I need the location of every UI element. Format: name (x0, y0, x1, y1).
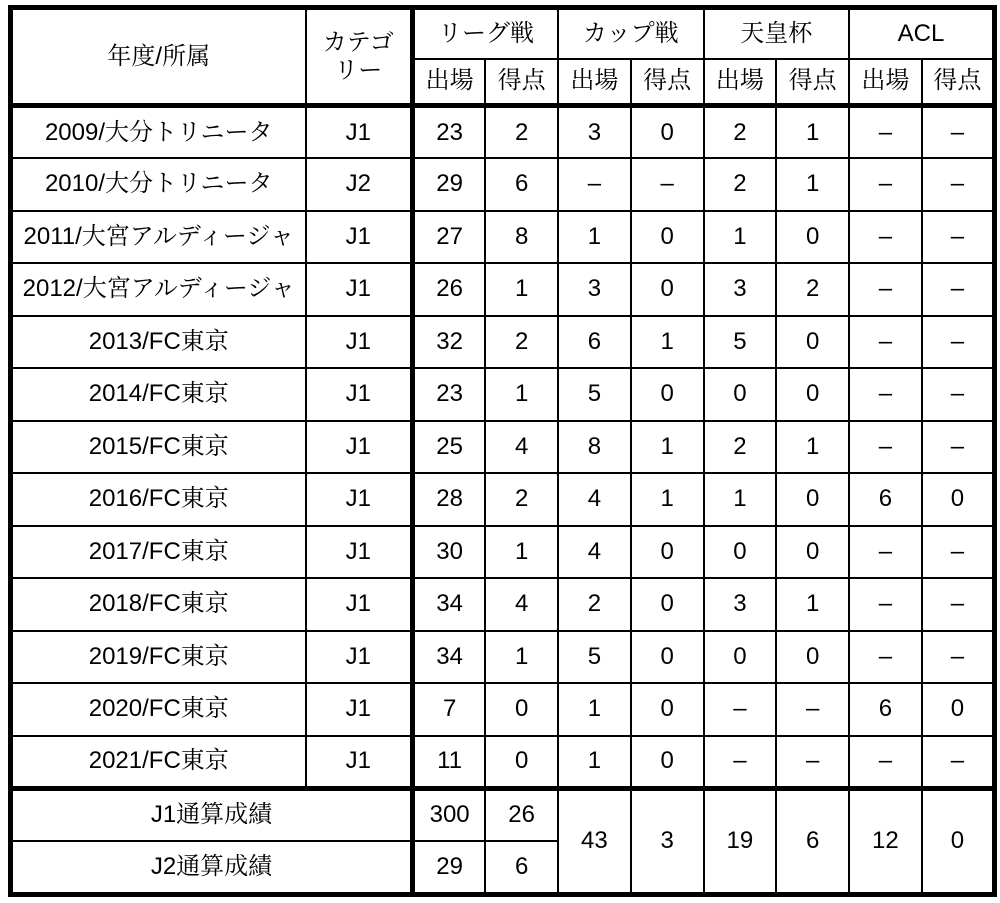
subheader-acl-apps: 出場 (849, 59, 922, 106)
stat-cell: 0 (776, 316, 849, 369)
season-row (11, 316, 995, 369)
stat-cell: 0 (776, 631, 849, 684)
stat-cell: – (922, 158, 995, 211)
stat-cell: 0 (631, 263, 704, 316)
header-group-cup: カップ戦 (558, 8, 704, 59)
season-row (11, 158, 995, 211)
year-club-cell: 2014/FC東京 (11, 368, 306, 421)
stat-cell: – (776, 683, 849, 736)
stat-cell: 2 (485, 106, 558, 159)
stat-cell: 0 (485, 736, 558, 789)
subheader-cup-goals: 得点 (631, 59, 704, 106)
subheader-league-apps: 出場 (413, 59, 486, 106)
stat-cell: 7 (413, 683, 486, 736)
stat-cell: 2 (776, 263, 849, 316)
stats-table (8, 5, 997, 897)
season-row (11, 683, 995, 736)
stat-cell: 0 (922, 473, 995, 526)
subheader-league-goals: 得点 (485, 59, 558, 106)
summary-j1-league-goals: 26 (485, 788, 558, 841)
stat-cell: 1 (631, 316, 704, 369)
stat-cell: 3 (558, 263, 631, 316)
header-group-row (11, 8, 995, 59)
year-club-cell: 2018/FC東京 (11, 578, 306, 631)
summary-j1-league-apps: 300 (413, 788, 486, 841)
table-body (11, 106, 995, 789)
stat-cell: 8 (558, 421, 631, 474)
category-cell: J1 (306, 263, 413, 316)
header-category-line1: カテゴ (322, 28, 394, 56)
table-summary (11, 788, 995, 894)
category-cell: J1 (306, 368, 413, 421)
year-club-cell: 2013/FC東京 (11, 316, 306, 369)
stat-cell: 5 (704, 316, 777, 369)
year-club-cell: 2015/FC東京 (11, 421, 306, 474)
summary-j2-league-apps: 29 (413, 841, 486, 894)
stat-cell: – (922, 316, 995, 369)
category-cell: J1 (306, 316, 413, 369)
header-group-league: リーグ戦 (413, 8, 559, 59)
stat-cell: 3 (704, 578, 777, 631)
stat-cell: – (922, 631, 995, 684)
stat-cell: 2 (704, 421, 777, 474)
season-row (11, 631, 995, 684)
stat-cell: 1 (776, 158, 849, 211)
stat-cell: 0 (631, 368, 704, 421)
stat-cell: 1 (631, 473, 704, 526)
stat-cell: 1 (485, 526, 558, 579)
stat-cell: 0 (631, 211, 704, 264)
category-cell: J1 (306, 736, 413, 789)
stat-cell: 0 (631, 526, 704, 579)
summary-emperors-cup-goals: 6 (776, 788, 849, 894)
stat-cell: – (922, 421, 995, 474)
stat-cell: 0 (776, 211, 849, 264)
year-club-cell: 2010/大分トリニータ (11, 158, 306, 211)
category-cell: J2 (306, 158, 413, 211)
category-cell: J1 (306, 211, 413, 264)
stat-cell: 6 (485, 158, 558, 211)
stat-cell: 0 (776, 526, 849, 579)
stat-cell: – (631, 158, 704, 211)
season-row (11, 211, 995, 264)
season-row (11, 421, 995, 474)
season-row (11, 526, 995, 579)
stat-cell: 5 (558, 368, 631, 421)
stat-cell: – (849, 211, 922, 264)
stat-cell: 4 (485, 421, 558, 474)
year-club-cell: 2011/大宮アルディージャ (11, 211, 306, 264)
season-row (11, 473, 995, 526)
stat-cell: – (922, 368, 995, 421)
stat-cell: – (922, 736, 995, 789)
stat-cell: 2 (704, 106, 777, 159)
stat-cell: 0 (704, 631, 777, 684)
stat-cell: 0 (776, 473, 849, 526)
stat-cell: 0 (922, 683, 995, 736)
stat-cell: – (558, 158, 631, 211)
category-cell: J1 (306, 683, 413, 736)
season-row (11, 368, 995, 421)
year-club-cell: 2012/大宮アルディージャ (11, 263, 306, 316)
stat-cell: 2 (485, 473, 558, 526)
stat-cell: – (776, 736, 849, 789)
stat-cell: – (922, 578, 995, 631)
stat-cell: 23 (413, 368, 486, 421)
stat-cell: 30 (413, 526, 486, 579)
year-club-cell: 2020/FC東京 (11, 683, 306, 736)
stat-cell: 1 (631, 421, 704, 474)
table-header (11, 8, 995, 106)
subheader-acl-goals: 得点 (922, 59, 995, 106)
category-cell: J1 (306, 421, 413, 474)
season-row (11, 263, 995, 316)
stat-cell: 5 (558, 631, 631, 684)
stat-cell: 8 (485, 211, 558, 264)
stat-cell: 1 (776, 578, 849, 631)
stat-cell: 34 (413, 578, 486, 631)
stat-cell: 1 (704, 211, 777, 264)
summary-acl-goals: 0 (922, 788, 995, 894)
season-row (11, 736, 995, 789)
stat-cell: 25 (413, 421, 486, 474)
stat-cell: 0 (631, 683, 704, 736)
stat-cell: – (849, 158, 922, 211)
stat-cell: 1 (485, 631, 558, 684)
stat-cell: 0 (631, 631, 704, 684)
year-club-cell: 2009/大分トリニータ (11, 106, 306, 159)
year-club-cell: 2017/FC東京 (11, 526, 306, 579)
stat-cell: 32 (413, 316, 486, 369)
stat-cell: – (849, 421, 922, 474)
stat-cell: 4 (558, 473, 631, 526)
stat-cell: 6 (558, 316, 631, 369)
stat-cell: 34 (413, 631, 486, 684)
stat-cell: 3 (558, 106, 631, 159)
season-row (11, 106, 995, 159)
season-row (11, 578, 995, 631)
stat-cell: 2 (485, 316, 558, 369)
stat-cell: – (849, 578, 922, 631)
stat-cell: 1 (558, 211, 631, 264)
header-category-line2: リー (334, 56, 383, 84)
summary-cup-goals: 3 (631, 788, 704, 894)
stat-cell: – (704, 736, 777, 789)
header-year-club: 年度/所属 (11, 8, 306, 106)
stat-cell: – (922, 263, 995, 316)
summary-j1-label: J1通算成績 (11, 788, 413, 841)
stat-cell: 26 (413, 263, 486, 316)
year-club-cell: 2016/FC東京 (11, 473, 306, 526)
stat-cell: 0 (631, 578, 704, 631)
stat-cell: 11 (413, 736, 486, 789)
stat-cell: 0 (776, 368, 849, 421)
stat-cell: 2 (704, 158, 777, 211)
summary-j2-label: J2通算成績 (11, 841, 413, 894)
stat-cell: – (849, 106, 922, 159)
stat-cell: 28 (413, 473, 486, 526)
stat-cell: 1 (558, 683, 631, 736)
stat-cell: – (849, 263, 922, 316)
stat-cell: 29 (413, 158, 486, 211)
stat-cell: – (922, 106, 995, 159)
stat-cell: 3 (704, 263, 777, 316)
stat-cell: 0 (631, 106, 704, 159)
header-group-acl: ACL (849, 8, 995, 59)
stat-cell: 4 (558, 526, 631, 579)
stat-cell: 4 (485, 578, 558, 631)
category-cell: J1 (306, 578, 413, 631)
category-cell: J1 (306, 526, 413, 579)
stat-cell: – (922, 526, 995, 579)
year-club-cell: 2019/FC東京 (11, 631, 306, 684)
stat-cell: 2 (558, 578, 631, 631)
category-cell: J1 (306, 473, 413, 526)
stat-cell: 1 (485, 263, 558, 316)
summary-acl-apps: 12 (849, 788, 922, 894)
stat-cell: 1 (776, 106, 849, 159)
stat-cell: 1 (558, 736, 631, 789)
stat-cell: 0 (704, 368, 777, 421)
stat-cell: – (849, 631, 922, 684)
stat-cell: 1 (485, 368, 558, 421)
summary-j2-league-goals: 6 (485, 841, 558, 894)
summary-emperors-cup-apps: 19 (704, 788, 777, 894)
stat-cell: – (849, 736, 922, 789)
summary-row-j1 (11, 788, 995, 841)
stat-cell: 0 (704, 526, 777, 579)
category-cell: J1 (306, 106, 413, 159)
subheader-emperors-cup-goals: 得点 (776, 59, 849, 106)
subheader-emperors-cup-apps: 出場 (704, 59, 777, 106)
stat-cell: 1 (776, 421, 849, 474)
stat-cell: 0 (631, 736, 704, 789)
stat-cell: – (704, 683, 777, 736)
stat-cell: 27 (413, 211, 486, 264)
stat-cell: 6 (849, 473, 922, 526)
subheader-cup-apps: 出場 (558, 59, 631, 106)
stat-cell: – (849, 316, 922, 369)
header-group-emperors-cup: 天皇杯 (704, 8, 850, 59)
stat-cell: 23 (413, 106, 486, 159)
stat-cell: – (849, 526, 922, 579)
category-cell: J1 (306, 631, 413, 684)
header-category (306, 8, 413, 106)
year-club-cell: 2021/FC東京 (11, 736, 306, 789)
stat-cell: 1 (704, 473, 777, 526)
stat-cell: – (849, 368, 922, 421)
stat-cell: – (922, 211, 995, 264)
stat-cell: 6 (849, 683, 922, 736)
summary-cup-apps: 43 (558, 788, 631, 894)
stat-cell: 0 (485, 683, 558, 736)
